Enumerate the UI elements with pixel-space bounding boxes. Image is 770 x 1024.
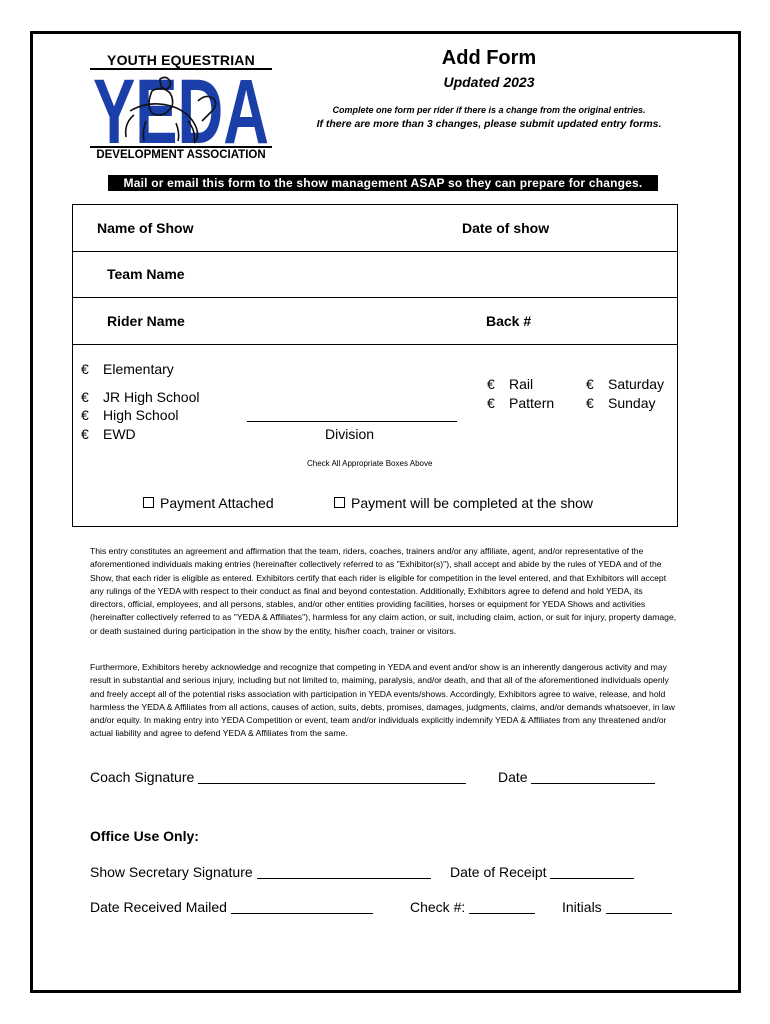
secretary-signature-field[interactable]	[257, 864, 431, 879]
date-of-show-label: Date of show	[462, 220, 550, 236]
date-of-receipt-field[interactable]	[550, 864, 634, 879]
logo-top-text: YOUTH EQUESTRIAN	[107, 52, 255, 68]
secretary-signature-label: Show Secretary Signature	[90, 864, 253, 880]
check-number-field[interactable]	[469, 899, 535, 914]
level-option-elementary[interactable]	[81, 361, 174, 377]
level-label: JR High School	[103, 389, 200, 405]
logo-letters: YEDA	[93, 71, 269, 146]
level-option-high-school[interactable]	[81, 407, 179, 423]
form-title: Add Form	[441, 47, 537, 69]
office-use-heading: Office Use Only:	[90, 828, 199, 844]
division-input-line[interactable]	[247, 421, 457, 422]
coach-signature-label: Coach Signature	[90, 769, 195, 785]
divider	[73, 297, 677, 298]
class-label: Rail	[509, 376, 534, 392]
logo-bottom-text: DEVELOPMENT ASSOCIATION	[90, 146, 272, 162]
date-row	[498, 769, 655, 785]
initials-label: Initials	[562, 899, 602, 915]
instruction-line-1: Complete one form per rider if there is a change from the original entries.	[332, 105, 646, 115]
date-received-row	[90, 899, 373, 915]
name-of-show-label: Name of Show	[97, 220, 194, 236]
checkbox-glyph[interactable]: €	[81, 389, 89, 405]
payment-attached-label: Payment Attached	[160, 495, 274, 511]
initials-row	[562, 899, 672, 915]
date-received-field[interactable]	[231, 899, 373, 914]
form-subtitle: Updated 2023	[443, 74, 535, 90]
payment-at-show-option[interactable]	[334, 495, 593, 511]
mail-banner: Mail or email this form to the show management ASAP so they can prepare for changes.	[108, 175, 658, 191]
day-option-saturday[interactable]	[586, 376, 664, 392]
checkbox[interactable]	[143, 497, 154, 508]
agreement-paragraph-2: Furthermore, Exhibitors hereby acknowledge and recognize that competing in YEDA and event and/or show is an inherently dangerous activity and may result in substantial and serious injury, including but not limited to, maiming, paralysis, and/or death, and that all of the aforementioned individuals openly and freely accept all of the potential risks association with participation in YEDA events/shows. Accordingly, Exhibitors agree to waive, release, and hold harmless the YEDA & Affiliates from all actions, causes of action, suits, debts, promises, damages, judgments, claims, and/or demands whatsoever, in law and/or equity. In making entry into YEDA Competition or event, team and/or individuals explicitly indemnify YEDA & Affiliates from any threatened and/or actual liability and agree to defend YEDA & Affiliates from the same.	[90, 662, 675, 739]
payment-at-show-label: Payment will be completed at the show	[351, 495, 594, 511]
checkbox-glyph[interactable]: €	[81, 426, 89, 442]
checkbox-glyph[interactable]: €	[586, 395, 594, 411]
class-option-pattern[interactable]	[487, 395, 554, 411]
check-note: Check All Appropriate Boxes Above	[307, 459, 433, 468]
level-label: EWD	[103, 426, 136, 442]
checkbox-glyph[interactable]: €	[81, 407, 89, 423]
day-option-sunday[interactable]	[586, 395, 655, 411]
checkbox-glyph[interactable]: €	[487, 376, 495, 392]
agreement-paragraph-1: This entry constitutes an agreement and affirmation that the team, riders, coaches, trainers and/or any affiliate, agent, and/or representative of the aforementioned individuals making entries (hereinafter collectively referred to as "Exhibitor(s)"), shall accept and abide by the rules of YEDA and of the Show, that each rider is eligible as entered. Exhibitors certify that each rider is eligible for competition in the level entered, and that Exhibitors will accept any rulings of the YEDA with respect to their conduct as final and beyond contestation. Additionally, Exhibitors agree to defend and hold YEDA, its directors, official, employees, and all persons, stables, and/or other entities providing facilities, horses or equipment for YEDA Shows and activities (hereinafter collectively referred to as "YEDA & Affiliates"), harmless for any claim action, or suit, including claim, action, or suit for injury, property damage, or death sustained during participation in the show by the entity, his/her coach, trainer or visitors.	[90, 546, 677, 636]
day-label: Saturday	[608, 376, 665, 392]
team-name-label: Team Name	[107, 266, 185, 282]
checkbox[interactable]	[334, 497, 345, 508]
date-received-label: Date Received Mailed	[90, 899, 227, 915]
receipt-date-row	[450, 864, 634, 880]
yeda-logo	[90, 52, 272, 160]
date-of-receipt-label: Date of Receipt	[450, 864, 547, 880]
division-label: Division	[325, 426, 375, 442]
logo-letters-graphic	[90, 71, 272, 146]
level-option-jr-high[interactable]	[81, 389, 200, 405]
checkbox-glyph[interactable]: €	[586, 376, 594, 392]
class-label: Pattern	[509, 395, 555, 411]
date-field[interactable]	[531, 769, 655, 784]
level-label: Elementary	[103, 361, 174, 377]
payment-attached-option[interactable]	[143, 495, 274, 511]
checkbox-glyph[interactable]: €	[81, 361, 89, 377]
coach-signature-field[interactable]	[198, 769, 466, 784]
back-number-label: Back #	[486, 313, 532, 329]
date-label: Date	[498, 769, 528, 785]
checkbox-glyph[interactable]: €	[487, 395, 495, 411]
divider	[73, 251, 677, 252]
check-number-label: Check #:	[410, 899, 466, 915]
coach-signature-row	[90, 769, 466, 785]
level-option-ewd[interactable]	[81, 426, 136, 442]
level-label: High School	[103, 407, 179, 423]
secretary-signature-row	[90, 864, 431, 880]
instruction-line-2: If there are more than 3 changes, please submit updated entry forms.	[316, 118, 662, 130]
initials-field[interactable]	[606, 899, 672, 914]
divider	[73, 344, 677, 345]
entry-form-box	[72, 204, 678, 527]
logo-rule	[90, 68, 272, 70]
day-label: Sunday	[608, 395, 656, 411]
class-option-rail[interactable]	[487, 376, 533, 392]
check-number-row	[410, 899, 535, 915]
rider-name-label: Rider Name	[107, 313, 185, 329]
